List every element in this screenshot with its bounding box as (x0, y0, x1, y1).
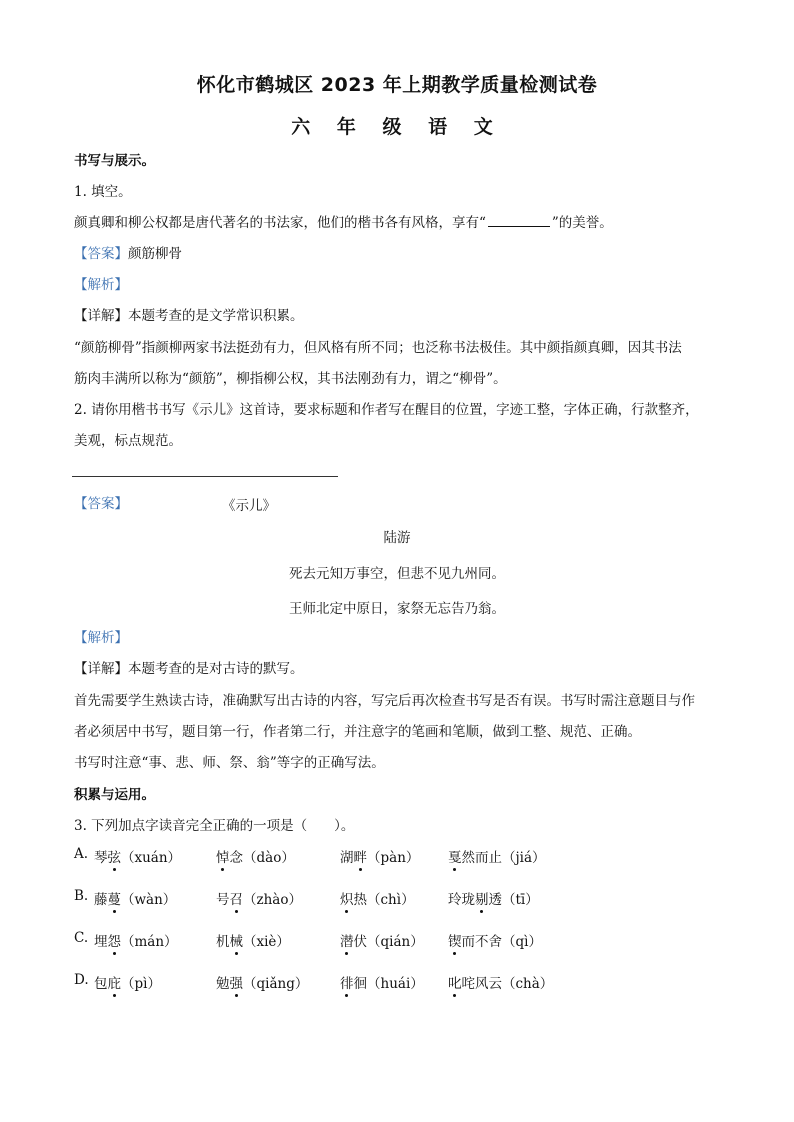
dotted-char: 械 (230, 930, 244, 950)
section-heading-accumulation: 积累与运用。 (74, 787, 155, 803)
dotted-char: 蔓 (108, 888, 122, 908)
q1-text-after: ”的美誉。 (551, 215, 613, 231)
detail-tag: 【详解】 (74, 661, 128, 677)
q2-explain-line: 首先需要学生熟读古诗，准确默写出古诗的内容，写完后再次检查书写是否有误。书写时需注意题目与作 (74, 693, 695, 709)
pinyin-text: （xuán） (121, 850, 182, 866)
option-word (216, 930, 290, 950)
option-label[interactable]: C. (74, 930, 89, 946)
poem-line: 王师北定中原日，家祭无忘告乃翁。 (289, 601, 505, 617)
word-part: 透 (488, 892, 502, 908)
q1-answer (74, 244, 182, 264)
dotted-char: 叱 (448, 972, 462, 992)
option-label[interactable]: A. (74, 846, 89, 862)
analysis-tag: 【解析】 (74, 277, 128, 293)
dotted-char: 徘 (340, 972, 354, 992)
q1-explain-line: “颜筋柳骨”指颜柳两家书法挺劲有力，但风格有所不同；也泛称书法极佳。其中颜指颜真卿，因其书法 (74, 340, 682, 356)
word-part: 咤风云 (461, 976, 502, 992)
pinyin-text: （jiá） (502, 850, 546, 866)
option-word (448, 888, 539, 908)
pinyin-text: （pì） (121, 976, 161, 992)
word-part: 琴 (94, 850, 108, 866)
option-word (340, 972, 424, 992)
analysis-tag: 【解析】 (74, 630, 128, 646)
word-part: 然而止 (461, 850, 502, 866)
q2-explain-line: 书写时注意“事、悲、师、祭、翁”等字的正确写法。 (74, 755, 385, 771)
q2-detail (74, 659, 304, 679)
option-word (340, 846, 419, 866)
word-part: 勉 (216, 976, 230, 992)
pinyin-text: （huái） (367, 976, 424, 992)
dotted-char: 强 (230, 972, 244, 992)
exam-title: 怀化市鹤城区 2023 年上期教学质量检测试卷 (196, 74, 598, 96)
dotted-char: 剔 (475, 888, 489, 908)
option-label[interactable]: D. (74, 972, 89, 988)
pinyin-text: （chì） (367, 892, 415, 908)
option-word (94, 846, 181, 866)
word-part: 藤 (94, 892, 108, 908)
option-word (94, 888, 176, 908)
pinyin-text: （qiǎng） (243, 976, 309, 992)
pinyin-text: （wàn） (121, 892, 177, 908)
q1-stem: 1. 填空。 (74, 184, 132, 200)
q2-explain-line: 者必须居中书写，题目第一行，作者第二行，并注意字的笔画和笔顺，做到工整、规范、正确。 (74, 724, 641, 740)
pinyin-text: （chà） (502, 976, 554, 992)
dotted-char: 畔 (354, 846, 368, 866)
pinyin-text: （xiè） (243, 934, 290, 950)
q2-answer-tag (74, 494, 128, 514)
dotted-char: 庇 (108, 972, 122, 992)
word-part: 念 (229, 850, 243, 866)
detail-text: 本题考查的是对古诗的默写。 (128, 661, 304, 677)
q2-stem: 美观，标点规范。 (74, 433, 182, 449)
dotted-char: 锲 (448, 930, 462, 950)
q1-analysis (74, 275, 128, 295)
word-part: 而不舍 (461, 934, 502, 950)
option-word (216, 972, 308, 992)
exam-subtitle: 六 年 级 语 文 (291, 116, 503, 138)
q3-stem: 3. 下列加点字读音完全正确的一项是（ ）。 (74, 818, 355, 834)
word-part: 湖 (340, 850, 354, 866)
option-word (216, 888, 302, 908)
option-word (94, 930, 178, 950)
poem-author: 陆游 (383, 530, 411, 546)
option-word (340, 888, 415, 908)
pinyin-text: （qián） (367, 934, 424, 950)
pinyin-text: （zhào） (243, 892, 302, 908)
word-part: 玲珑 (448, 892, 475, 908)
pinyin-text: （dào） (243, 850, 295, 866)
writing-line (72, 476, 338, 477)
dotted-char: 召 (230, 888, 244, 908)
detail-tag: 【详解】 (74, 308, 128, 324)
dotted-char: 悼 (216, 846, 230, 866)
dotted-char: 炽 (340, 888, 354, 908)
q1-text (74, 213, 613, 233)
pinyin-text: （qì） (502, 934, 542, 950)
q2-analysis (74, 628, 128, 648)
word-part: 机 (216, 934, 230, 950)
option-word (216, 846, 295, 866)
word-part: 热 (353, 892, 367, 908)
option-word (448, 930, 542, 950)
q1-explain-line: 筋肉丰满所以称为“颜筋”，柳指柳公权，其书法刚劲有力，谓之“柳骨”。 (74, 371, 507, 387)
pinyin-text: （tī） (502, 892, 539, 908)
dotted-char: 潜 (340, 930, 354, 950)
pinyin-text: （pàn） (367, 850, 420, 866)
dotted-char: 戛 (448, 846, 462, 866)
q1-text-before: 颜真卿和柳公权都是唐代著名的书法家，他们的楷书各有风格，享有“ (74, 215, 486, 231)
section-heading-writing: 书写与展示。 (74, 153, 155, 169)
poem-line: 死去元知万事空，但悲不见九州同。 (289, 566, 505, 582)
word-part: 包 (94, 976, 108, 992)
poem-title: 《示儿》 (222, 498, 276, 514)
dotted-char: 怨 (108, 930, 122, 950)
option-word (340, 930, 424, 950)
option-label[interactable]: B. (74, 888, 89, 904)
q2-stem: 2. 请你用楷书书写《示儿》这首诗，要求标题和作者写在醒目的位置，字迹工整，字体正确，行款整齐， (74, 402, 699, 418)
answer-tag: 【答案】 (74, 246, 128, 262)
word-part: 徊 (353, 976, 367, 992)
dotted-char: 弦 (108, 846, 122, 866)
answer-tag: 【答案】 (74, 496, 128, 512)
option-word (94, 972, 161, 992)
fill-blank (488, 213, 550, 227)
word-part: 伏 (353, 934, 367, 950)
option-word (448, 846, 546, 866)
word-part: 埋 (94, 934, 108, 950)
detail-text: 本题考查的是文学常识积累。 (128, 308, 304, 324)
pinyin-text: （mán） (121, 934, 178, 950)
word-part: 号 (216, 892, 230, 908)
q1-detail (74, 306, 304, 326)
answer-text: 颜筋柳骨 (128, 246, 182, 262)
option-word (448, 972, 553, 992)
